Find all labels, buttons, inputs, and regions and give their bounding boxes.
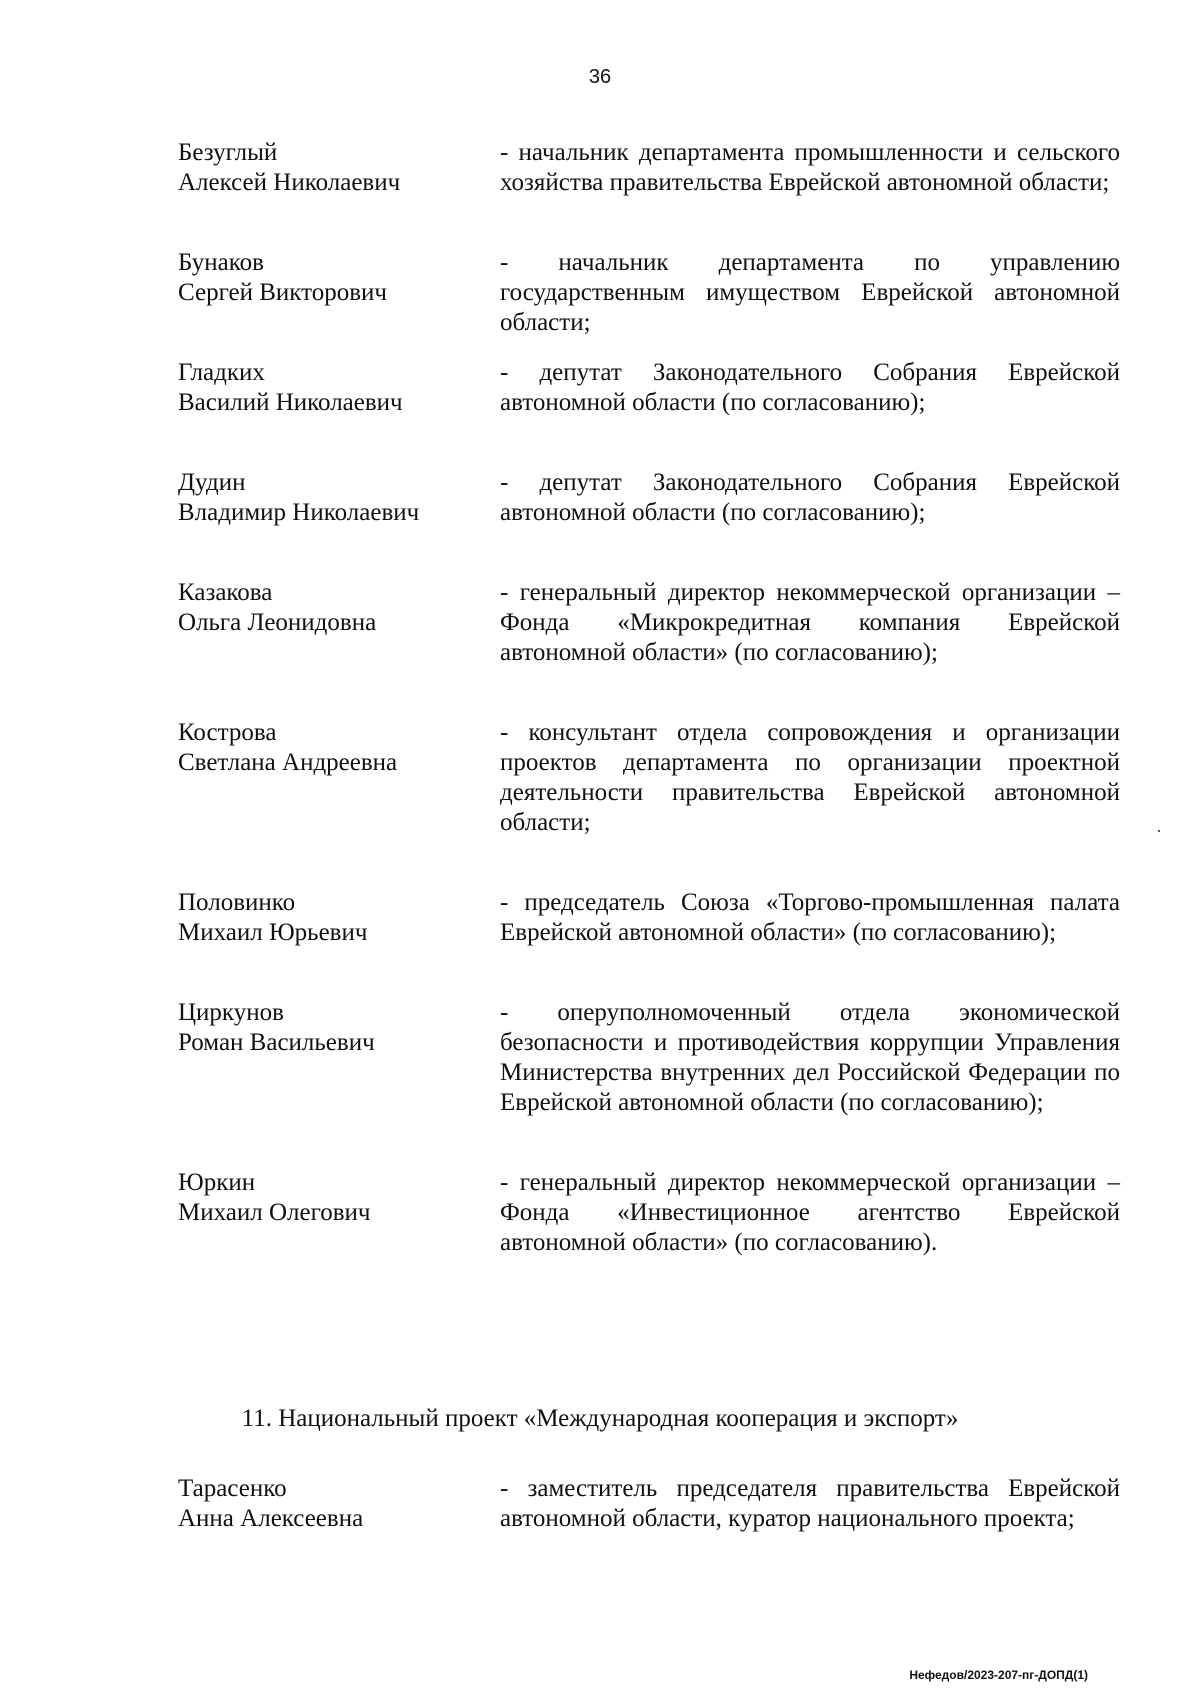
- member-position: - начальник департамента по управлению государственным имуществом Еврейской автономной области;: [500, 249, 1120, 336]
- member-given-name: Роман Васильевич: [178, 1029, 375, 1056]
- member-given-name: Светлана Андреевна: [178, 749, 398, 776]
- member-position: - начальник департамента промышленности и сельского хозяйства правительства Еврейской автономной области;: [500, 139, 1120, 196]
- member-position: - генеральный директор некоммерческой организации – Фонда «Микрокредитная компания Еврейской автономной области» (по согласованию);: [500, 579, 1120, 666]
- member-given-name: Алексей Николаевич: [178, 169, 401, 196]
- section-heading: 11. Национальный проект «Международная кооперация и экспорт»: [241, 1405, 959, 1432]
- member-position: - председатель Союза «Торгово-промышленная палата Еврейской автономной области» (по согласованию);: [500, 889, 1120, 946]
- member-surname: Гладких: [178, 359, 265, 386]
- member-name: [178, 888, 478, 948]
- member-surname: Тарасенко: [178, 1475, 287, 1502]
- member-position: - консультант отдела сопровождения и организации проектов департамента по организации проектной деятельности правительства Еврейской автономной области;: [500, 719, 1120, 836]
- member-name: [178, 718, 478, 778]
- member-given-name: Сергей Викторович: [178, 279, 387, 306]
- member-name: [178, 578, 478, 638]
- member-surname: Кострова: [178, 719, 277, 746]
- member-given-name: Владимир Николаевич: [178, 499, 420, 526]
- member-name: [178, 138, 478, 198]
- member-surname: Казакова: [178, 579, 273, 606]
- member-position: - генеральный директор некоммерческой организации – Фонда «Инвестиционное агентство Еврейской автономной области» (по согласованию).: [500, 1169, 1120, 1256]
- member-name: [178, 1168, 478, 1228]
- member-position: - оперуполномоченный отдела экономической безопасности и противодействия коррупции Управления Министерства внутренних дел Российской Федерации по Еврейской автономной области (по согласованию);: [500, 999, 1120, 1116]
- page-number: 36: [588, 66, 612, 88]
- member-name: [178, 358, 478, 418]
- member-name: [178, 468, 478, 528]
- member-position: - заместитель председателя правительства Еврейской автономной области, куратор национального проекта;: [500, 1475, 1120, 1532]
- member-given-name: Василий Николаевич: [178, 389, 403, 416]
- member-given-name: Ольга Леонидовна: [178, 609, 377, 636]
- member-surname: Бунаков: [178, 249, 264, 276]
- member-position: - депутат Законодательного Собрания Еврейской автономной области (по согласованию);: [500, 469, 1120, 526]
- scan-speck: [1158, 830, 1160, 832]
- member-name: [178, 998, 478, 1058]
- member-given-name: Михаил Олегович: [178, 1199, 371, 1226]
- member-surname: Юркин: [178, 1169, 256, 1196]
- member-given-name: Анна Алексеевна: [178, 1505, 364, 1532]
- member-surname: Безуглый: [178, 139, 278, 166]
- member-surname: Дудин: [178, 469, 246, 496]
- member-position: - депутат Законодательного Собрания Еврейской автономной области (по согласованию);: [500, 359, 1120, 416]
- member-name: [178, 1474, 478, 1534]
- member-surname: Циркунов: [178, 999, 284, 1026]
- member-name: [178, 248, 478, 308]
- member-surname: Половинко: [178, 889, 296, 916]
- document-reference: Нефедов/2023-207-пг-ДОПД(1): [909, 1668, 1088, 1682]
- member-given-name: Михаил Юрьевич: [178, 919, 368, 946]
